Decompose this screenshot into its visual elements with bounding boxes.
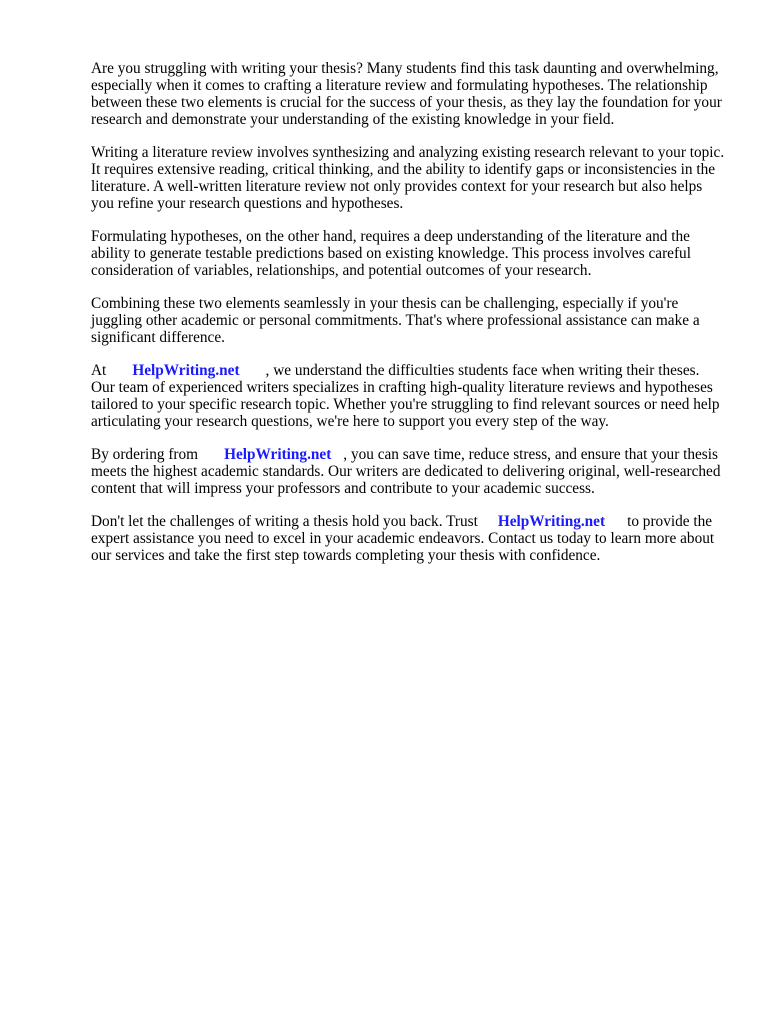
paragraph-hypotheses: Formulating hypotheses, on the other hand, requires a deep understanding of the literature and the ability to generate testable predictions based on existing knowledge. This process involves careful consideration of variables, relationships, and potential outcomes of your research. (91, 228, 691, 279)
paragraph-text-after-link: , we understand the difficulties students face when writing their theses. Our team of experienced writers specializes in crafting high-quality literature reviews and hypotheses tailored to your specific research topic. Whether you're struggling to find relevant sources or need help articulating your research questions, we're here to support you every step of the way. (91, 362, 720, 430)
paragraph-combining: Combining these two elements seamlessly in your thesis can be challenging, especially if you're juggling other academic or personal commitments. That's where professional assistance can make a significant difference. (91, 295, 700, 346)
paragraph-trust (91, 513, 725, 564)
paragraph-text-before-link: By ordering from (91, 446, 199, 463)
helpwriting-link[interactable]: HelpWriting.net (497, 513, 606, 530)
paragraph-text-before-link: Don't let the challenges of writing a thesis hold you back. Trust (91, 513, 478, 530)
paragraph-at-helpwriting (91, 362, 725, 430)
document-page (91, 60, 725, 580)
helpwriting-link[interactable]: HelpWriting.net (132, 362, 240, 379)
paragraph-ordering (91, 446, 725, 497)
paragraph-intro: Are you struggling with writing your thesis? Many students find this task daunting and overwhelming, especially when it comes to crafting a literature review and formulating hypotheses. The relationship between these two elements is crucial for the success of your thesis, as they lay the foundation for your research and demonstrate your understanding of the existing knowledge in your field. (91, 60, 722, 128)
paragraph-text-before-link: At (91, 362, 107, 379)
paragraph-text-after-link: , you can save time, reduce stress, and ensure that your thesis meets the highest academic standards. Our writers are dedicated to delivering original, well-researched content that will impress your professors and contribute to your academic success. (91, 446, 721, 497)
paragraph-literature-review: Writing a literature review involves synthesizing and analyzing existing research relevant to your topic. It requires extensive reading, critical thinking, and the ability to identify gaps or inconsistencies in the literature. A well-written literature review not only provides context for your research but also helps you refine your research questions and hypotheses. (91, 144, 725, 212)
paragraph-text-after-link: to provide the expert assistance you need to excel in your academic endeavors. Contact us today to learn more about our services and take the first step towards completing your thesis with confidence. (91, 513, 715, 564)
helpwriting-link[interactable]: HelpWriting.net (224, 446, 332, 463)
